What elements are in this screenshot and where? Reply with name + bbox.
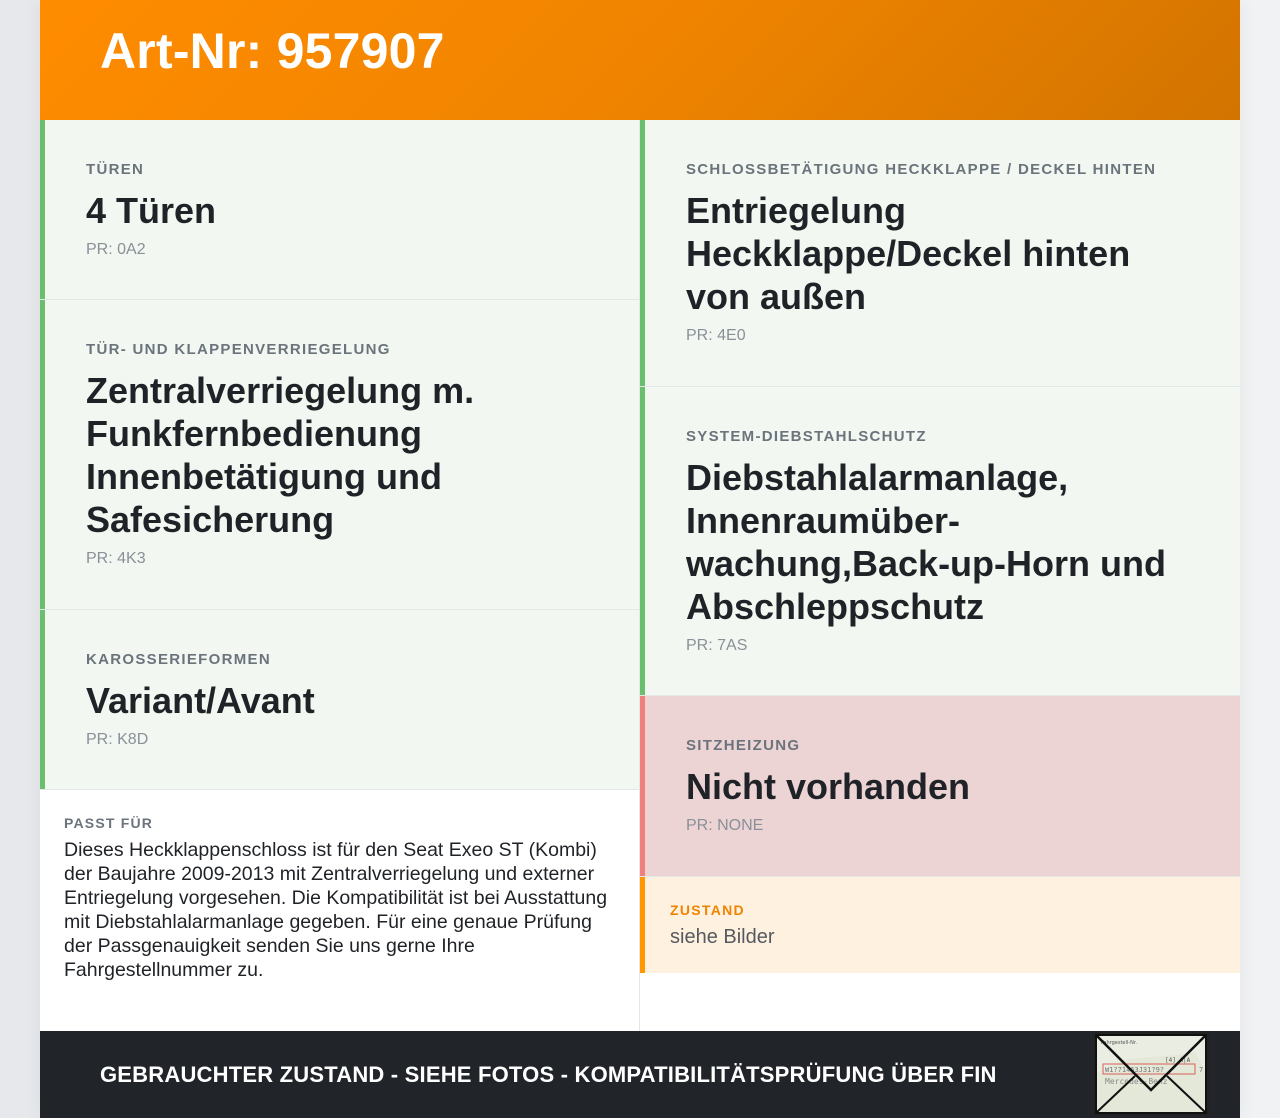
spec-value: Nicht vorhanden (686, 766, 971, 807)
pr-code: PR: K8D (86, 731, 149, 748)
spec-card-tueren (40, 120, 639, 300)
pr-code: PR: 7AS (686, 637, 748, 654)
pr-code: PR: NONE (686, 817, 764, 834)
spec-grid (40, 120, 1240, 1031)
condition-value: siehe Bilder (670, 926, 775, 948)
svg-text:W1?71463J31?9?: W1?71463J31?9? (1105, 1066, 1165, 1074)
spec-card-schlossbetaetigung (640, 120, 1240, 387)
spec-value: 4 Türen (86, 190, 217, 231)
spec-value: Entriegelung Heckklappe/Deckel hinten von außen (686, 190, 1131, 317)
pr-code: PR: 4E0 (686, 327, 746, 344)
fits-for-section (40, 790, 639, 1031)
vin-envelope-icon (1093, 1032, 1209, 1116)
spec-label: SCHLOSSBETÄTIGUNG HECKKLAPPE / DECKEL HINTEN (686, 161, 1157, 178)
spec-value: Diebstahlalarmanlage, Innenraumüberwachung,Back-up-Horn und Abschleppschutz (686, 457, 1166, 627)
header (40, 0, 1240, 120)
right-column (640, 120, 1240, 1031)
spec-label: TÜREN (86, 161, 145, 178)
svg-text:Mercedes-Benz: Mercedes-Benz (1105, 1077, 1168, 1086)
pr-code: PR: 0A2 (86, 241, 146, 258)
spec-card-diebstahlschutz (640, 387, 1240, 696)
svg-text:Fahrgestell-Nr.: Fahrgestell-Nr. (1101, 1040, 1138, 1046)
spec-label: SITZHEIZUNG (686, 737, 801, 754)
left-column (40, 120, 640, 1031)
spec-label: SYSTEM-DIEBSTAHLSCHUTZ (686, 428, 927, 445)
pr-code: PR: 4K3 (86, 550, 146, 567)
fits-for-text: Dieses Heckklappenschloss ist für den Seat Exeo ST (Kombi) der Baujahre 2009-2013 mit Zentralverriegelung und externer Entriegelung vorgesehen. Die Kompatibilität ist bei Ausstattung mit Diebstahlalarmanlage gegeben. Für eine genaue Prüfung der Passgenauigkeit senden Sie uns gerne Ihre Fahrgestellnummer zu. (64, 839, 608, 981)
footer-banner (40, 1031, 1240, 1118)
spec-card-sitzheizung (640, 696, 1240, 877)
spec-card-verriegelung (40, 300, 639, 610)
condition-section (640, 877, 1240, 973)
fits-for-label: PASST FÜR (64, 815, 154, 831)
footer-text: GEBRAUCHTER ZUSTAND - SIEHE FOTOS - KOMPATIBILITÄTSPRÜFUNG ÜBER FIN (100, 1061, 997, 1087)
svg-text:[4] A|A: [4] A|A (1165, 1057, 1191, 1064)
spec-card-karosserieformen (40, 610, 639, 790)
spec-value: Zentralverriegelung m. Funkfernbedienung Innenbetätigung und Safesicherung (86, 370, 475, 540)
condition-label: ZUSTAND (670, 902, 745, 918)
spec-value: Variant/Avant (86, 680, 315, 721)
article-number-title: Art-Nr: 957907 (100, 23, 445, 79)
svg-text:7: 7 (1199, 1066, 1204, 1074)
spec-label: TÜR- UND KLAPPENVERRIEGELUNG (86, 341, 391, 358)
page (40, 0, 1240, 1118)
spec-label: KAROSSERIEFORMEN (86, 651, 271, 668)
